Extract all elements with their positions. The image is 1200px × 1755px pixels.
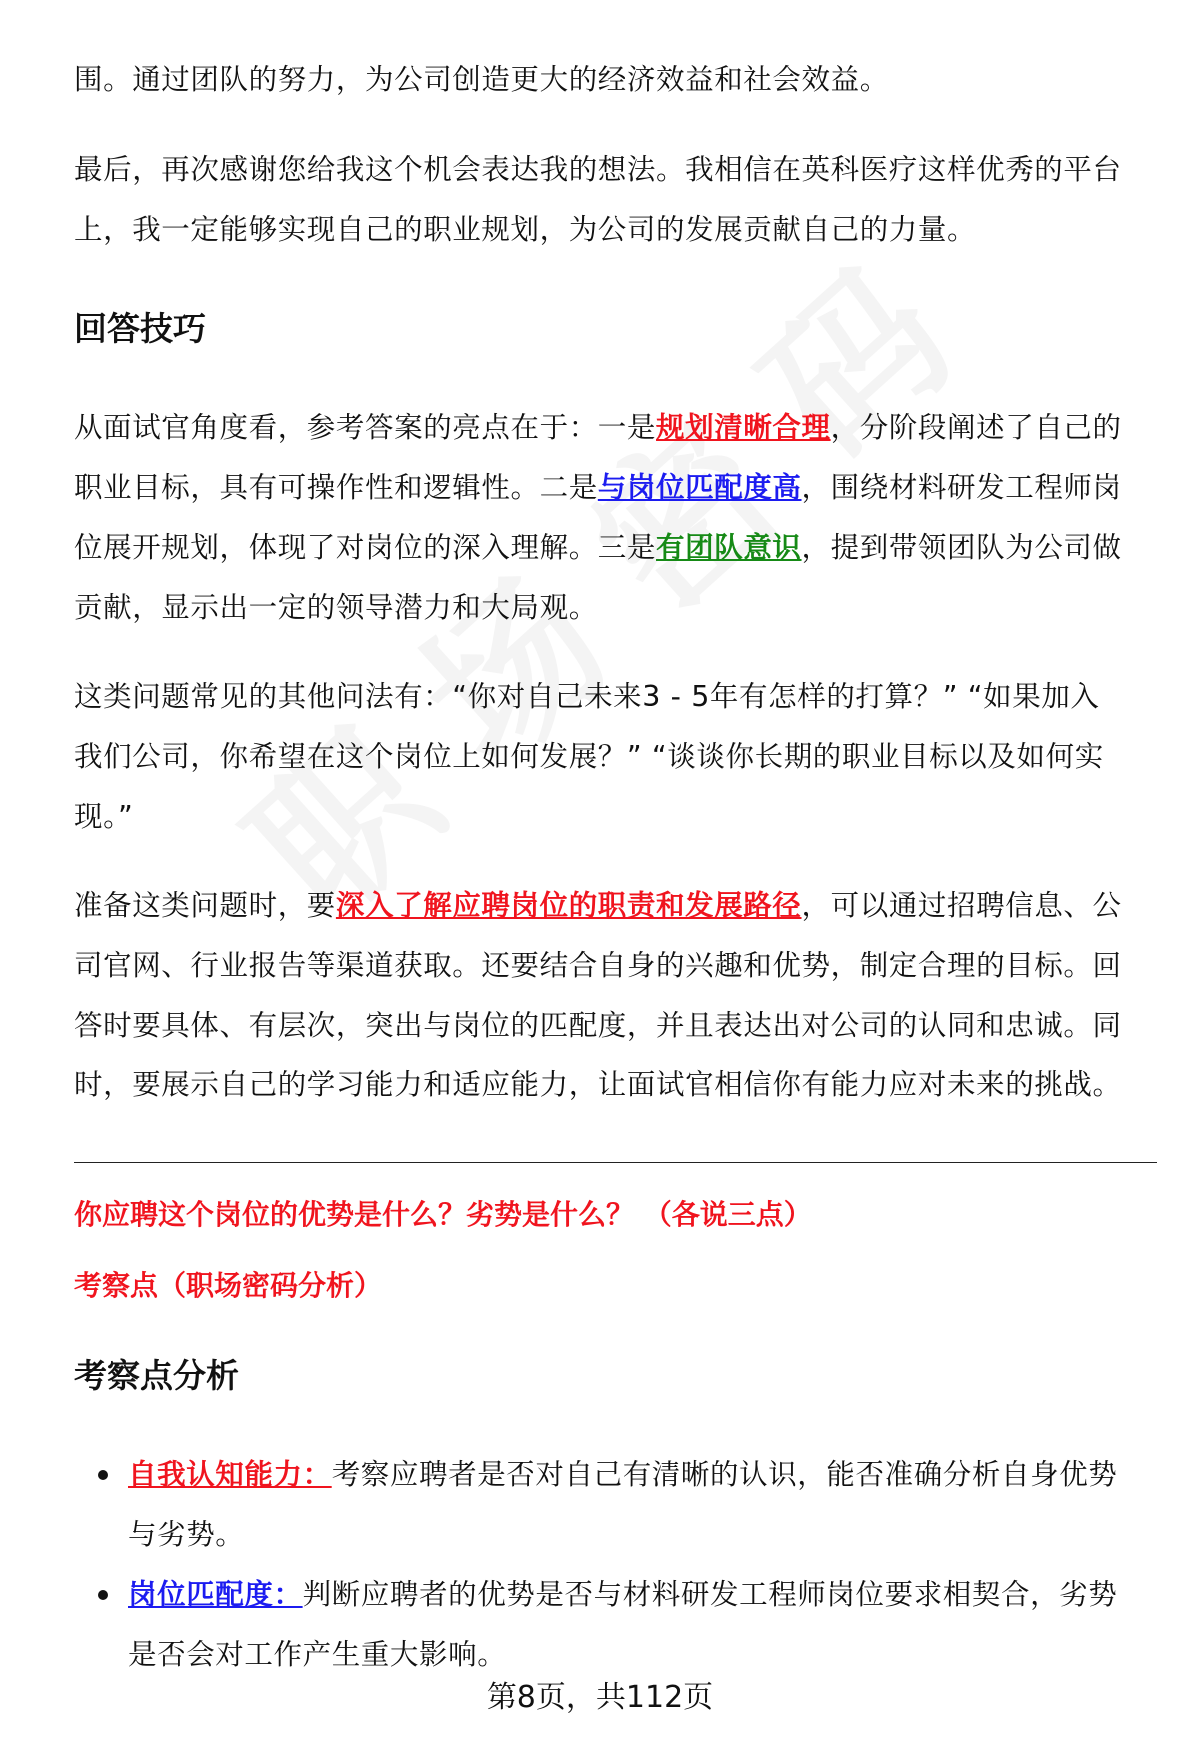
- text: ，分阶段阐述了自己的: [830, 411, 1122, 444]
- paragraph-line: 答时要具体、有层次，突出与岗位的匹配度，并且表达出对公司的认同和忠诚。同: [74, 1009, 1122, 1042]
- text: 从面试官角度看，参考答案的亮点在于：一是: [74, 411, 657, 444]
- bullet-icon: [98, 1470, 108, 1480]
- highlight-link[interactable]: 与岗位匹配度高: [597, 471, 802, 504]
- paragraph-line: [74, 876, 1122, 936]
- list-item: [128, 1445, 1117, 1505]
- list-item-continued: 是否会对工作产生重大影响。: [128, 1638, 507, 1671]
- paragraph-line: 司官网、行业报告等渠道获取。还要结合自身的兴趣和优势，制定合理的目标。回: [74, 949, 1122, 982]
- bullet-icon: [98, 1590, 108, 1600]
- text: ，可以通过招聘信息、公: [801, 889, 1122, 922]
- bullet-label-link[interactable]: 岗位匹配度：: [128, 1578, 303, 1611]
- highlight-link[interactable]: 规划清晰合理: [656, 411, 831, 444]
- text: ，提到带领团队为公司做: [801, 531, 1122, 564]
- section-heading: 考察点分析: [74, 1356, 239, 1395]
- paragraph-line: [74, 398, 1122, 458]
- paragraph-line: 围。通过团队的努力，为公司创造更大的经济效益和社会效益。: [74, 63, 889, 96]
- paragraph-line: 我们公司，你希望在这个岗位上如何发展？” “谈谈你长期的职业目标以及如何实: [74, 740, 1104, 773]
- text: 职业目标，具有可操作性和逻辑性。二是: [74, 471, 598, 504]
- text: 判断应聘者的优势是否与材料研发工程师岗位要求相契合，劣势: [302, 1578, 1118, 1611]
- list-item-continued: 与劣势。: [128, 1518, 245, 1551]
- paragraph-line: 这类问题常见的其他问法有：“你对自己未来3 - 5年有怎样的打算？” “如果加入: [74, 680, 1100, 713]
- divider: [74, 1162, 1157, 1163]
- text: ，围绕材料研发工程师岗: [801, 471, 1122, 504]
- page-footer: 第8页，共112页: [486, 1680, 714, 1715]
- paragraph-line: 贡献，显示出一定的领导潜力和大局观。: [74, 591, 598, 624]
- section-heading: 回答技巧: [74, 309, 206, 348]
- text: 准备这类问题时，要: [74, 889, 336, 922]
- paragraph-line: 时，要展示自己的学习能力和适应能力，让面试官相信你有能力应对未来的挑战。: [74, 1068, 1122, 1101]
- bullet-label-link[interactable]: 自我认知能力：: [128, 1458, 332, 1491]
- analysis-subtitle: 考察点（职场密码分析）: [74, 1269, 383, 1302]
- highlight-link[interactable]: 有团队意识: [656, 531, 802, 564]
- paragraph-line: [74, 518, 1122, 578]
- text: 考察应聘者是否对自己有清晰的认识，能否准确分析自身优势: [331, 1458, 1118, 1491]
- question-title: 你应聘这个岗位的优势是什么？劣势是什么？ （各说三点）: [74, 1198, 812, 1231]
- paragraph-line: 最后，再次感谢您给我这个机会表达我的想法。我相信在英科医疗这样优秀的平台: [74, 153, 1122, 186]
- highlight-link[interactable]: 深入了解应聘岗位的职责和发展路径: [335, 889, 802, 922]
- list-item: [128, 1565, 1117, 1625]
- paragraph-line: [74, 458, 1122, 518]
- paragraph-line: 现。”: [74, 800, 134, 833]
- paragraph-line: 上，我一定能够实现自己的职业规划，为公司的发展贡献自己的力量。: [74, 213, 977, 246]
- text: 位展开规划，体现了对岗位的深入理解。三是: [74, 531, 657, 564]
